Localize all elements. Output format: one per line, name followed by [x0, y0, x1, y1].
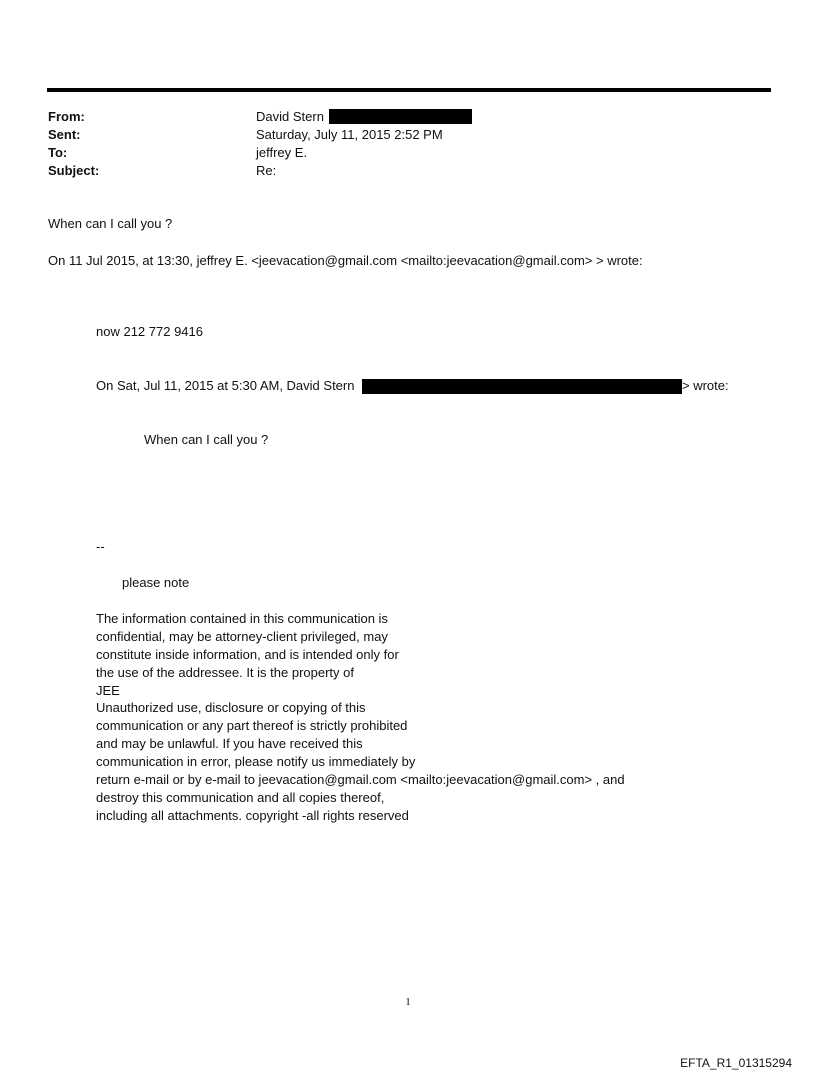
subject-value: Re:	[256, 163, 277, 178]
disclaimer-line: confidential, may be attorney-client privileged, may	[96, 629, 388, 644]
disclaimer-line: including all attachments. copyright -all rights reserved	[96, 808, 409, 823]
redaction-box	[329, 109, 472, 124]
nested-reply: When can I call you ?	[144, 432, 269, 447]
disclaimer-line: JEE	[96, 683, 120, 698]
sent-value: Saturday, July 11, 2015 2:52 PM	[256, 127, 443, 142]
disclaimer-line: communication or any part thereof is strictly prohibited	[96, 718, 408, 733]
from-value: David Stern	[256, 109, 324, 124]
bates-number: EFTA_R1_01315294	[680, 1056, 792, 1070]
to-value: jeffrey E.	[256, 145, 308, 160]
please-note: please note	[122, 575, 190, 590]
disclaimer-line: return e-mail or by e-mail to jeevacation@gmail.com <mailto:jeevacation@gmail.com> , and	[96, 772, 625, 787]
disclaimer-line: destroy this communication and all copies thereof,	[96, 790, 385, 805]
quote-header-nested: On Sat, Jul 11, 2015 at 5:30 AM, David Stern	[96, 378, 355, 393]
sent-label: Sent:	[48, 127, 81, 142]
disclaimer-line: The information contained in this communication is	[96, 611, 388, 626]
quote-header-nested-suffix: > wrote:	[682, 378, 729, 393]
signature-separator: --	[96, 539, 105, 554]
header-rule	[47, 88, 771, 92]
disclaimer-line: constitute inside information, and is intended only for	[96, 647, 399, 662]
redaction-box	[362, 379, 682, 394]
disclaimer-line: communication in error, please notify us immediately by	[96, 754, 416, 769]
page-number: 1	[405, 996, 411, 1008]
disclaimer-line: the use of the addressee. It is the property of	[96, 665, 354, 680]
reply-line: When can I call you ?	[48, 216, 173, 231]
subject-label: Subject:	[48, 163, 100, 178]
to-label: To:	[48, 145, 68, 160]
disclaimer-line: Unauthorized use, disclosure or copying of this	[96, 700, 366, 715]
phone-line: now 212 772 9416	[96, 324, 203, 339]
disclaimer-line: and may be unlawful. If you have received this	[96, 736, 363, 751]
quote-header: On 11 Jul 2015, at 13:30, jeffrey E. <jeevacation@gmail.com <mailto:jeevacation@gmail.com> > wrote:	[48, 253, 643, 268]
from-label: From:	[48, 109, 85, 124]
